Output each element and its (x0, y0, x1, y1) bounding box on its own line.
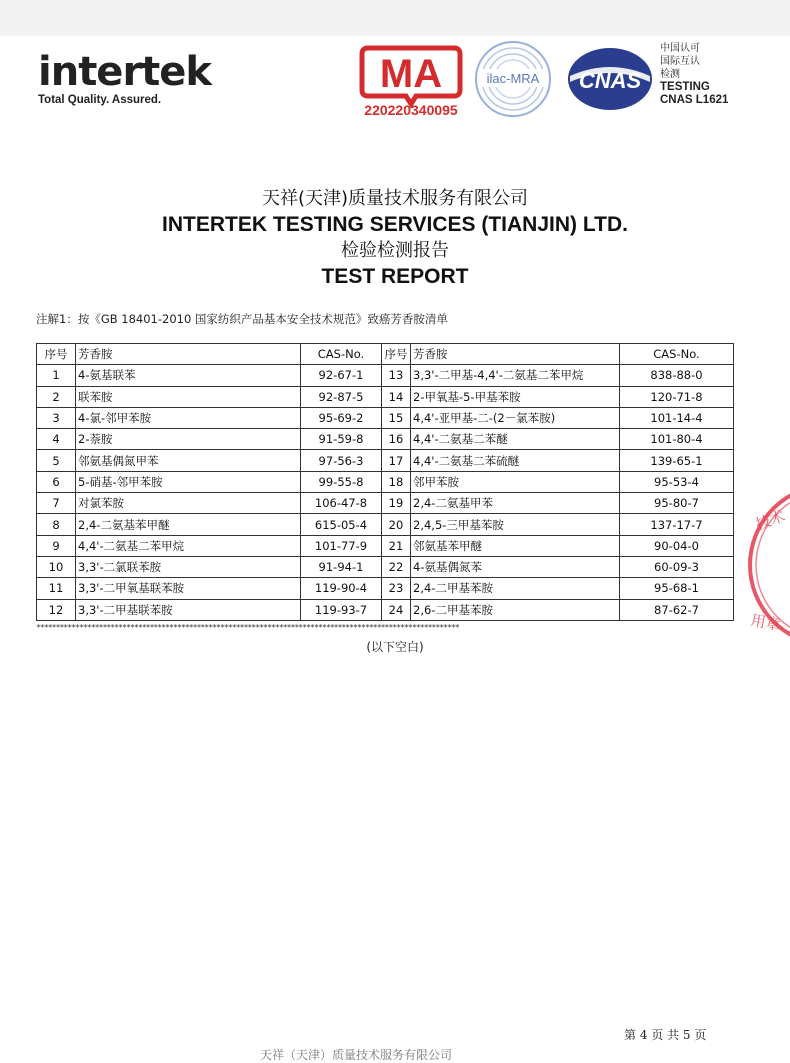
note-text: 注解1：按《GB 18401-2010 国家纺织产品基本安全技术规范》致癌芳香胺清单 (36, 312, 448, 326)
amine-name: 2,4-二氨基苯甲醚 (76, 514, 301, 535)
amine-name: 4-氯-邻甲苯胺 (76, 407, 301, 428)
cas-number: 91-94-1 (301, 556, 382, 577)
table-row (37, 365, 734, 386)
cas-number: 139-65-1 (620, 450, 734, 471)
row-no: 3 (37, 407, 76, 428)
row-no: 17 (382, 450, 411, 471)
row-no: 16 (382, 429, 411, 450)
amine-name: 5-硝基-邻甲苯胺 (76, 471, 301, 492)
logo-tagline: Total Quality. Assured. (38, 94, 162, 106)
row-no: 14 (382, 386, 411, 407)
ilac-mra-icon (474, 40, 552, 118)
amine-name: 2,4-二氨基甲苯 (411, 493, 620, 514)
table-row (37, 429, 734, 450)
row-no: 23 (382, 578, 411, 599)
row-no: 9 (37, 535, 76, 556)
svg-text:ilac-MRA: ilac-MRA (486, 71, 540, 86)
row-no: 21 (382, 535, 411, 556)
amine-name: 4-氨基联苯 (76, 365, 301, 386)
cas-number: 87-62-7 (620, 599, 734, 620)
ma-number: 220220340095 (364, 102, 458, 118)
separator-line: ************************************************************************************************************ (36, 623, 459, 632)
cnas-icon (566, 46, 654, 112)
footer-company-name: 天祥（天津）质量技术服务有限公司 (260, 1048, 453, 1062)
cas-number: 137-17-7 (620, 514, 734, 535)
cas-number: 95-53-4 (620, 471, 734, 492)
row-no: 5 (37, 450, 76, 471)
amine-name: 对氯苯胺 (76, 493, 301, 514)
cas-number: 95-68-1 (620, 578, 734, 599)
cas-number: 60-09-3 (620, 556, 734, 577)
cas-number: 90-04-0 (620, 535, 734, 556)
amine-name: 4,4'-二氨基二苯甲烷 (76, 535, 301, 556)
amine-name: 邻氨基苯甲醚 (411, 535, 620, 556)
cas-number: 615-05-4 (301, 514, 382, 535)
row-no: 11 (37, 578, 76, 599)
report-title-cn: 检验检测报告 (341, 240, 449, 261)
amine-name: 4,4'-二氨基二苯醚 (411, 429, 620, 450)
svg-text:MA: MA (379, 52, 443, 96)
table-row (37, 386, 734, 407)
cas-number: 120-71-8 (620, 386, 734, 407)
row-no: 12 (37, 599, 76, 620)
table-row (37, 450, 734, 471)
amine-name: 3,3'-二甲氧基联苯胺 (76, 578, 301, 599)
row-no: 24 (382, 599, 411, 620)
header-no: 序号 (382, 344, 411, 365)
report-title-en: TEST REPORT (321, 265, 469, 288)
header-no: 序号 (37, 344, 76, 365)
row-no: 20 (382, 514, 411, 535)
aromatic-amines-table (36, 343, 734, 621)
svg-text:用章: 用章 (749, 611, 782, 635)
table-row (37, 578, 734, 599)
amine-name: 联苯胺 (76, 386, 301, 407)
amine-name: 2,6-二甲基苯胺 (411, 599, 620, 620)
header-cas: CAS-No. (620, 344, 734, 365)
amine-name: 邻甲苯胺 (411, 471, 620, 492)
row-no: 8 (37, 514, 76, 535)
header-amine: 芳香胺 (411, 344, 620, 365)
amine-name: 2,4-二甲基苯胺 (411, 578, 620, 599)
amine-name: 4,4'-亚甲基-二-(2－氯苯胺) (411, 407, 620, 428)
row-no: 7 (37, 493, 76, 514)
cas-number: 95-80-7 (620, 493, 734, 514)
cas-number: 101-80-4 (620, 429, 734, 450)
row-no: 6 (37, 471, 76, 492)
amine-name: 邻氨基偶氮甲苯 (76, 450, 301, 471)
table-row (37, 493, 734, 514)
cas-number: 106-47-8 (301, 493, 382, 514)
table-row (37, 535, 734, 556)
row-no: 2 (37, 386, 76, 407)
row-no: 10 (37, 556, 76, 577)
cas-number: 119-90-4 (301, 578, 382, 599)
row-no: 4 (37, 429, 76, 450)
company-seal-stamp (744, 480, 790, 650)
viewer-top-bar (0, 0, 790, 36)
company-name-en: INTERTEK TESTING SERVICES (TIANJIN) LTD. (162, 213, 628, 236)
amine-name: 3,3'-二氯联苯胺 (76, 556, 301, 577)
header-cas: CAS-No. (301, 344, 382, 365)
svg-text:技术: 技术 (753, 506, 788, 534)
table-row (37, 471, 734, 492)
logo-wordmark: intertek (38, 49, 212, 95)
table-row (37, 514, 734, 535)
row-no: 13 (382, 365, 411, 386)
row-no: 22 (382, 556, 411, 577)
amine-name: 3,3'-二甲基联苯胺 (76, 599, 301, 620)
cas-number: 97-56-3 (301, 450, 382, 471)
row-no: 1 (37, 365, 76, 386)
cas-number: 99-55-8 (301, 471, 382, 492)
table-row (37, 407, 734, 428)
row-no: 18 (382, 471, 411, 492)
cas-number: 95-69-2 (301, 407, 382, 428)
svg-text:CNAS: CNAS (578, 68, 642, 93)
cas-number: 838-88-0 (620, 365, 734, 386)
header-amine: 芳香胺 (76, 344, 301, 365)
row-no: 19 (382, 493, 411, 514)
cas-number: 101-14-4 (620, 407, 734, 428)
report-titles (0, 186, 790, 290)
blank-below-text: (以下空白) (366, 640, 424, 654)
amine-name: 4-氨基偶氮苯 (411, 556, 620, 577)
table-row (37, 599, 734, 620)
amine-name: 2-萘胺 (76, 429, 301, 450)
table-header-row (37, 344, 734, 365)
intertek-logo (38, 49, 212, 106)
cnas-accreditation-text: 中国认可 国际互认 检测 TESTING CNAS L1621 (660, 43, 729, 106)
cas-number: 91-59-8 (301, 429, 382, 450)
cas-number: 92-67-1 (301, 365, 382, 386)
amine-name: 3,3'-二甲基-4,4'-二氨基二苯甲烷 (411, 365, 620, 386)
table-row (37, 556, 734, 577)
amine-name: 2,4,5-三甲基苯胺 (411, 514, 620, 535)
page-number: 第 4 页 共 5 页 (624, 1028, 707, 1042)
amine-name: 4,4'-二氨基二苯硫醚 (411, 450, 620, 471)
cas-number: 101-77-9 (301, 535, 382, 556)
cas-number: 119-93-7 (301, 599, 382, 620)
amine-name: 2-甲氧基-5-甲基苯胺 (411, 386, 620, 407)
company-name-cn: 天祥(天津)质量技术服务有限公司 (261, 188, 529, 209)
row-no: 15 (382, 407, 411, 428)
cas-number: 92-87-5 (301, 386, 382, 407)
